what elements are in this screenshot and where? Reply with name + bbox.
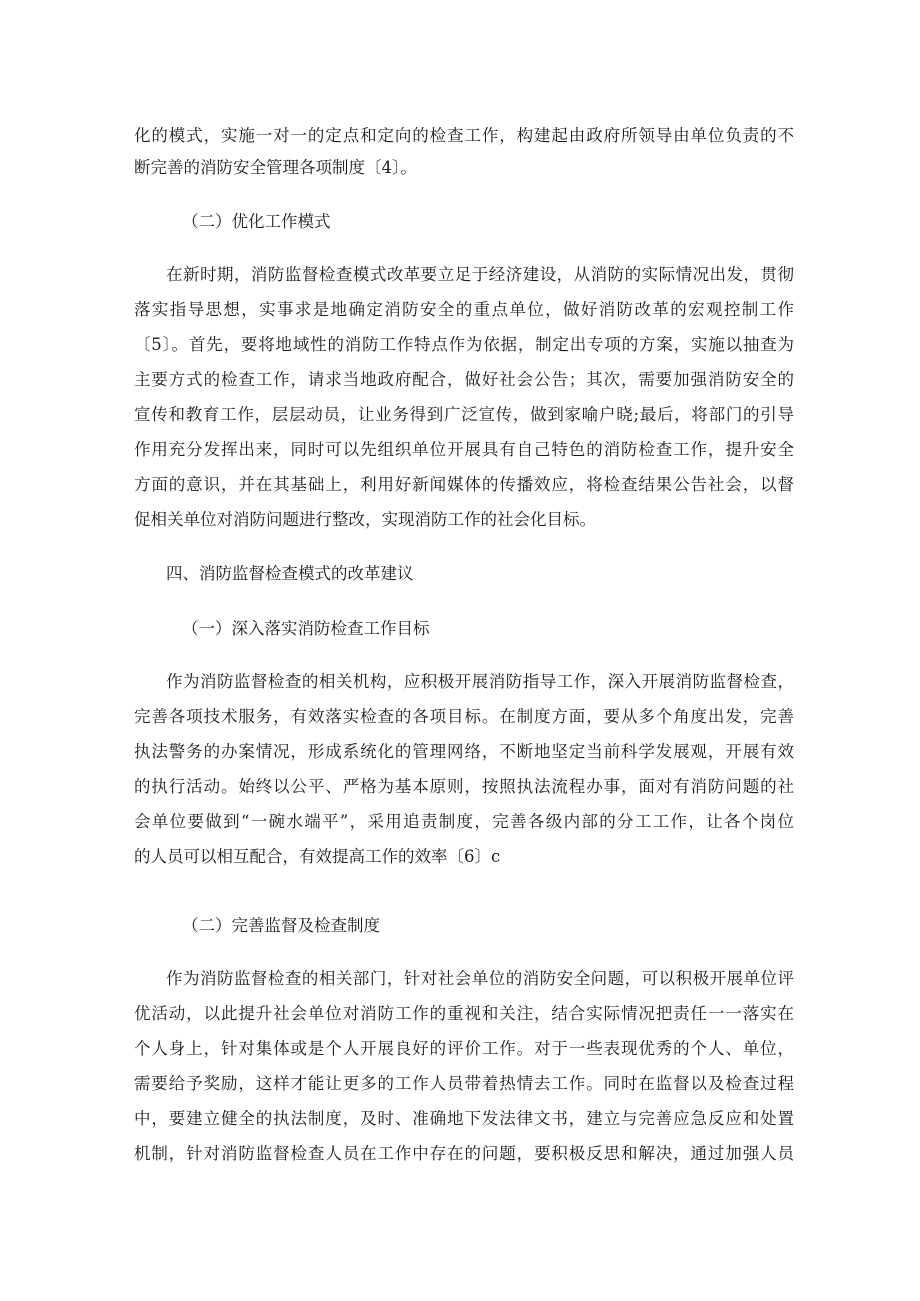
paragraph-line: 需要给予奖励，这样才能让更多的工作人员带着热情去工作。同时在监督以及检查过程	[134, 1074, 794, 1093]
paragraph-line: 作为消防监督检查的相关机构，应积极开展消防指导工作，深入开展消防监督检查，	[166, 672, 794, 691]
paragraph-line: 〔5〕。首先，要将地域性的消防工作特点作为依据，制定出专项的方案，实施以抽查为	[134, 335, 794, 354]
paragraph-line: 执法警务的办案情况，形成系统化的管理网络，不断地坚定当前科学发展观，开展有效	[134, 742, 794, 761]
paragraph-line: 方面的意识，并在其基础上，利用好新闻媒体的传播效应，将检查结果公告社会，以督	[134, 475, 794, 494]
paragraph-line: 断完善的消防安全管理各项制度〔4〕。	[134, 158, 417, 177]
paragraph-line: 在新时期，消防监督检查模式改革要立足于经济建设，从消防的实际情况出发，贯彻	[166, 265, 794, 284]
section-heading: （二）优化工作模式	[182, 212, 331, 231]
section-heading: （二）完善监督及检查制度	[182, 916, 380, 935]
paragraph-line: 完善各项技术服务，有效落实检查的各项目标。在制度方面，要从多个角度出发，完善	[134, 707, 794, 726]
paragraph-line: 主要方式的检查工作，请求当地政府配合，做好社会公告；其次，需要加强消防安全的	[134, 370, 794, 389]
paragraph-line: 化的模式，实施一对一的定点和定向的检查工作，构建起由政府所领导由单位负责的不	[134, 126, 794, 145]
paragraph-line: 宣传和教育工作，层层动员，让业务得到广泛宣传，做到家喻户晓;最后，将部门的引导	[134, 405, 794, 424]
section-heading: （一）深入落实消防检查工作目标	[182, 619, 430, 638]
paragraph-line: 中，要建立健全的执法制度，及时、准确地下发法律文书，建立与完善应急反应和处置	[134, 1109, 794, 1128]
paragraph-line: 促相关单位对消防问题进行整改，实现消防工作的社会化目标。	[134, 510, 596, 529]
paragraph-line: 作为消防监督检查的相关部门，针对社会单位的消防安全问题，可以积极开展单位评	[166, 969, 794, 988]
paragraph-line: 的执行活动。始终以公平、严格为基本原则，按照执法流程办事，面对有消防问题的社	[134, 777, 794, 796]
paragraph-line: 会单位要做到“一碗水端平”，采用追责制度，完善各级内部的分工工作，让各个岗位	[134, 812, 794, 831]
paragraph-line: 作用充分发挥出来，同时可以先组织单位开展具有自己特色的消防检查工作，提升安全	[134, 440, 794, 459]
paragraph-line: 个人身上，针对集体或是个人开展良好的评价工作。对于一些表现优秀的个人、单位，	[134, 1039, 794, 1058]
paragraph-line: 机制，针对消防监督检查人员在工作中存在的问题，要积极反思和解决，通过加强人员	[134, 1144, 794, 1163]
chapter-heading: 四、消防监督检查模式的改革建议	[166, 564, 414, 583]
paragraph-line: 优活动，以此提升社会单位对消防工作的重视和关注，结合实际情况把责任一一落实在	[134, 1004, 794, 1023]
paragraph-line: 落实指导思想，实事求是地确定消防安全的重点单位，做好消防改革的宏观控制工作	[134, 300, 794, 319]
paragraph-line: 的人员可以相互配合，有效提高工作的效率〔6〕c	[134, 847, 501, 866]
